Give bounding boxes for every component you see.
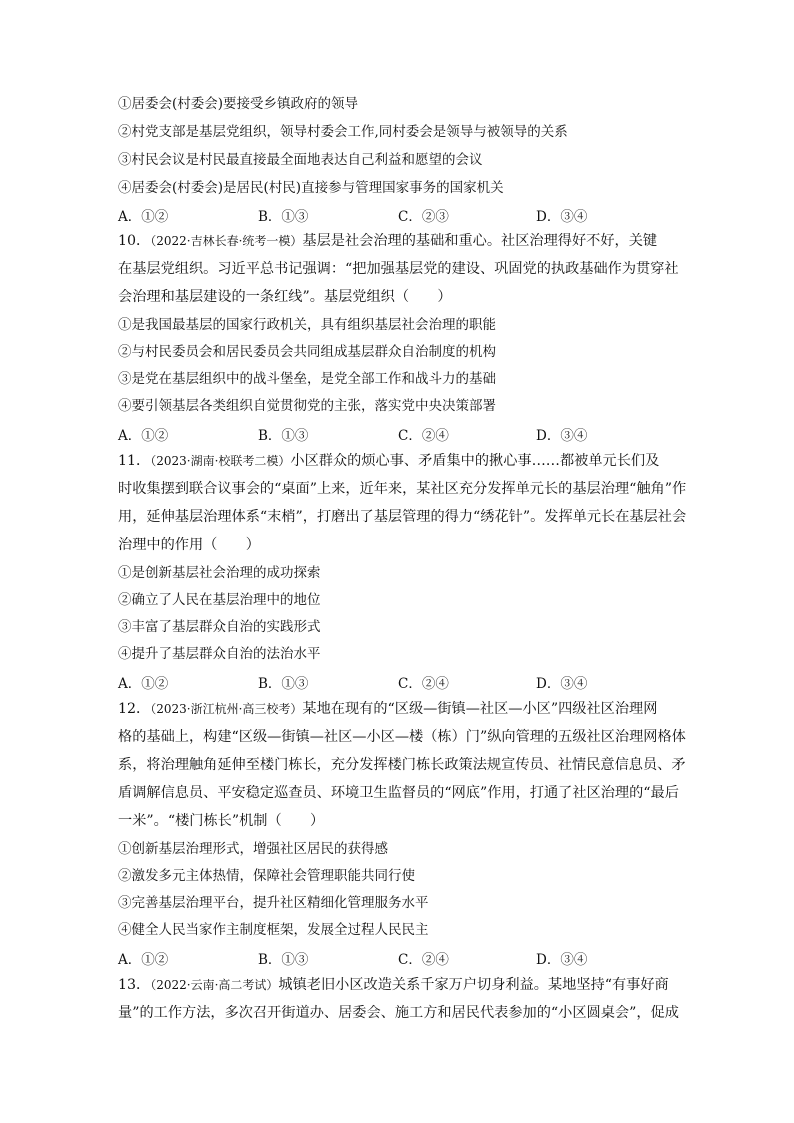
q11-statement-3: ③丰富了基层群众自治的实践形式 <box>118 619 321 635</box>
q12-option-b[interactable]: B．①③ <box>258 952 309 968</box>
q10-number: 10． <box>118 233 151 249</box>
q12-source: （2023·浙江杭州·高三校考） <box>150 702 303 716</box>
q9-statement-2: ②村党支部是基层党组织，领导村委会工作,同村委会是领导与被领导的关系 <box>118 124 568 140</box>
q12-option-a[interactable]: A．①② <box>118 952 169 968</box>
q9-option-b[interactable]: B．①③ <box>258 209 309 225</box>
q10-statement-2: ②与村民委员会和居民委员会共同组成基层群众自治制度的机构 <box>118 344 496 360</box>
q10-option-d[interactable]: D．③④ <box>536 428 588 444</box>
q11-options <box>118 672 678 690</box>
q12-stem-line-4: 盾调解信息员、平安稳定巡查员、环境卫生监督员的“网底”作用，打通了社区治理的“最后 <box>118 785 679 801</box>
q12-stem-line-2: 格的基础上，构建“区级—街镇—社区—小区—楼（栋）门”纵向管理的五级社区治理网格体 <box>118 729 686 745</box>
q12-option-c[interactable]: C．②④ <box>398 952 449 968</box>
q13-stem-line-2: 量”的工作方法，多次召开街道办、居委会、施工方和居民代表参加的“小区圆桌会”，促成 <box>118 1005 679 1021</box>
q11-stem-text: 小区群众的烦心事、矛盾集中的揪心事……都被单元长们及 <box>290 453 660 469</box>
q9-statement-1: ①居委会(村委会)要接受乡镇政府的领导 <box>118 96 359 112</box>
q10-statement-1: ①是我国最基层的国家行政机关，具有组织基层社会治理的职能 <box>118 317 496 333</box>
q10-stem-line-1 <box>118 232 657 250</box>
q11-stem-line-3: 用，延伸基层治理体系“末梢”，打磨出了基层管理的得力“绣花针”。发挥单元长在基层社会 <box>118 509 687 525</box>
q12-stem-text: 某地在现有的“区级—街镇—社区—小区”四级社区治理网 <box>302 701 658 717</box>
q11-option-d[interactable]: D．③④ <box>536 676 588 692</box>
q11-statement-1: ①是创新基层社会治理的成功探索 <box>118 565 321 581</box>
q12-statement-4: ④健全人民当家作主制度框架，发展全过程人民民主 <box>118 922 429 938</box>
q9-statement-4: ④居委会(村委会)是居民(村民)直接参与管理国家事务的国家机关 <box>118 180 504 196</box>
q12-statement-2: ②激发多元主体热情，保障社会管理职能共同行使 <box>118 868 415 884</box>
q9-statement-3: ③村民会议是村民最直接最全面地表达自己利益和愿望的会议 <box>118 152 483 168</box>
q12-statement-3: ③完善基层治理平台，提升社区精细化管理服务水平 <box>118 895 429 911</box>
q10-statement-4: ④要引领基层各类组织自觉贯彻党的主张，落实党中央决策部署 <box>118 398 496 414</box>
q12-option-d[interactable]: D．③④ <box>536 952 588 968</box>
q10-stem-text: 基层是社会治理的基础和重心。社区治理得好不好，关键 <box>302 233 658 249</box>
q10-option-a[interactable]: A．①② <box>118 428 169 444</box>
q11-stem-line-2: 时收集摆到联合议事会的“桌面”上来，近年来，某社区充分发挥单元长的基层治理“触角”作 <box>118 481 687 497</box>
q11-statement-4: ④提升了基层群众自治的法治水平 <box>118 646 321 662</box>
q9-option-d[interactable]: D．③④ <box>536 209 588 225</box>
q13-source: （2022·云南·高二考试） <box>150 978 279 992</box>
q12-stem-line-5: 一米”。“楼门栋长”机制（ ） <box>118 813 325 829</box>
q11-stem-line-1 <box>118 452 659 470</box>
q12-stem-line-3: 系，将治理触角延伸至楼门栋长，充分发挥楼门栋长政策法规宣传员、社情民意信息员、矛 <box>118 757 686 773</box>
q10-source: （2022·吉林长春·统考一模） <box>150 234 303 248</box>
q13-number: 13． <box>118 977 151 993</box>
q10-stem-line-3: 会治理和基层建设的一条红线”。基层党组织（ ） <box>118 289 452 305</box>
q11-option-c[interactable]: C．②④ <box>398 676 449 692</box>
q10-option-b[interactable]: B．①③ <box>258 428 309 444</box>
q12-statement-1: ①创新基层治理形式，增强社区居民的获得感 <box>118 841 388 857</box>
q11-option-a[interactable]: A．①② <box>118 676 169 692</box>
q9-options <box>118 205 678 223</box>
q13-stem-line-1 <box>118 976 669 994</box>
q10-stem-line-2: 在基层党组织。习近平总书记强调：“把加强基层党的建设、巩固党的执政基础作为贯穿社 <box>118 261 679 277</box>
q10-statement-3: ③是党在基层组织中的战斗堡垒，是党全部工作和战斗力的基础 <box>118 371 496 387</box>
q12-number: 12． <box>118 701 151 717</box>
q11-source: （2023·湖南·校联考二模） <box>150 454 291 468</box>
q12-options <box>118 948 678 966</box>
q11-stem-line-4: 治理中的作用（ ） <box>118 537 260 553</box>
q12-stem-line-1 <box>118 700 657 718</box>
q9-option-a[interactable]: A．①② <box>118 209 169 225</box>
q10-option-c[interactable]: C．②④ <box>398 428 449 444</box>
q13-stem-text: 城镇老旧小区改造关系千家万户切身利益。某地坚持“有事好商 <box>278 977 669 993</box>
q11-number: 11． <box>118 453 151 469</box>
q11-statement-2: ②确立了人民在基层治理中的地位 <box>118 592 321 608</box>
q10-options <box>118 424 678 442</box>
q9-option-c[interactable]: C．②③ <box>398 209 449 225</box>
q11-option-b[interactable]: B．①③ <box>258 676 309 692</box>
